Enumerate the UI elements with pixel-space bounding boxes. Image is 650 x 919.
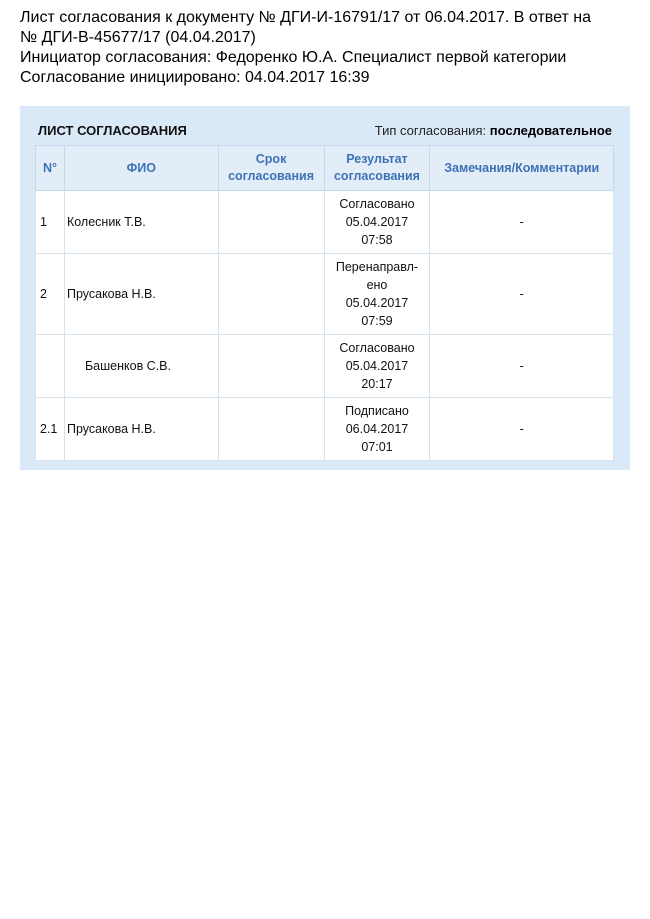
row-comment: - — [430, 254, 614, 335]
column-header-number: N° — [36, 146, 65, 191]
column-header-deadline: Срок согласования — [218, 146, 324, 191]
approval-table — [35, 145, 614, 461]
row-comment: - — [430, 191, 614, 254]
row-comment: - — [430, 335, 614, 398]
table-row — [36, 335, 614, 398]
row-number: 1 — [36, 191, 65, 254]
column-header-result: Результат согласования — [324, 146, 430, 191]
row-fio: Колесник Т.В. — [64, 191, 218, 254]
row-deadline — [218, 335, 324, 398]
row-number: 2 — [36, 254, 65, 335]
approval-type-value: последовательное — [489, 123, 612, 138]
row-comment: - — [430, 398, 614, 461]
table-header-row — [36, 146, 614, 191]
approval-type-label: Тип согласования: — [374, 123, 487, 138]
table-row — [36, 254, 614, 335]
row-deadline — [218, 254, 324, 335]
row-deadline — [218, 398, 324, 461]
row-fio: Прусакова Н.В. — [64, 254, 218, 335]
row-deadline — [218, 191, 324, 254]
approval-type — [375, 123, 612, 138]
row-result: Перенаправл- ено 05.04.2017 07:59 — [324, 254, 430, 335]
table-row — [36, 191, 614, 254]
initiated-date: Согласование инициировано: 04.04.2017 16:39 — [20, 69, 370, 86]
row-result: Согласовано 05.04.2017 07:58 — [324, 191, 430, 254]
column-header-fio: ФИО — [64, 146, 218, 191]
column-header-comments: Замечания/Комментарии — [430, 146, 614, 191]
panel-title: ЛИСТ СОГЛАСОВАНИЯ — [38, 123, 187, 138]
initiator-info: Инициатор согласования: Федоренко Ю.А. Специалист первой категории — [20, 49, 567, 66]
reply-reference: № ДГИ-В-45677/17 (04.04.2017) — [20, 29, 256, 46]
row-fio: Прусакова Н.В. — [64, 398, 218, 461]
row-result: Подписано 06.04.2017 07:01 — [324, 398, 430, 461]
row-fio: Башенков С.В. — [64, 335, 218, 398]
row-number: 2.1 — [36, 398, 65, 461]
document-reference: Лист согласования к документу № ДГИ-И-16791/17 от 06.04.2017. В ответ на — [20, 9, 591, 26]
panel-header — [20, 123, 630, 143]
row-result: Согласовано 05.04.2017 20:17 — [324, 335, 430, 398]
table-row — [36, 398, 614, 461]
approval-sheet-panel — [20, 106, 630, 470]
row-number — [36, 335, 65, 398]
document-header — [20, 8, 640, 88]
